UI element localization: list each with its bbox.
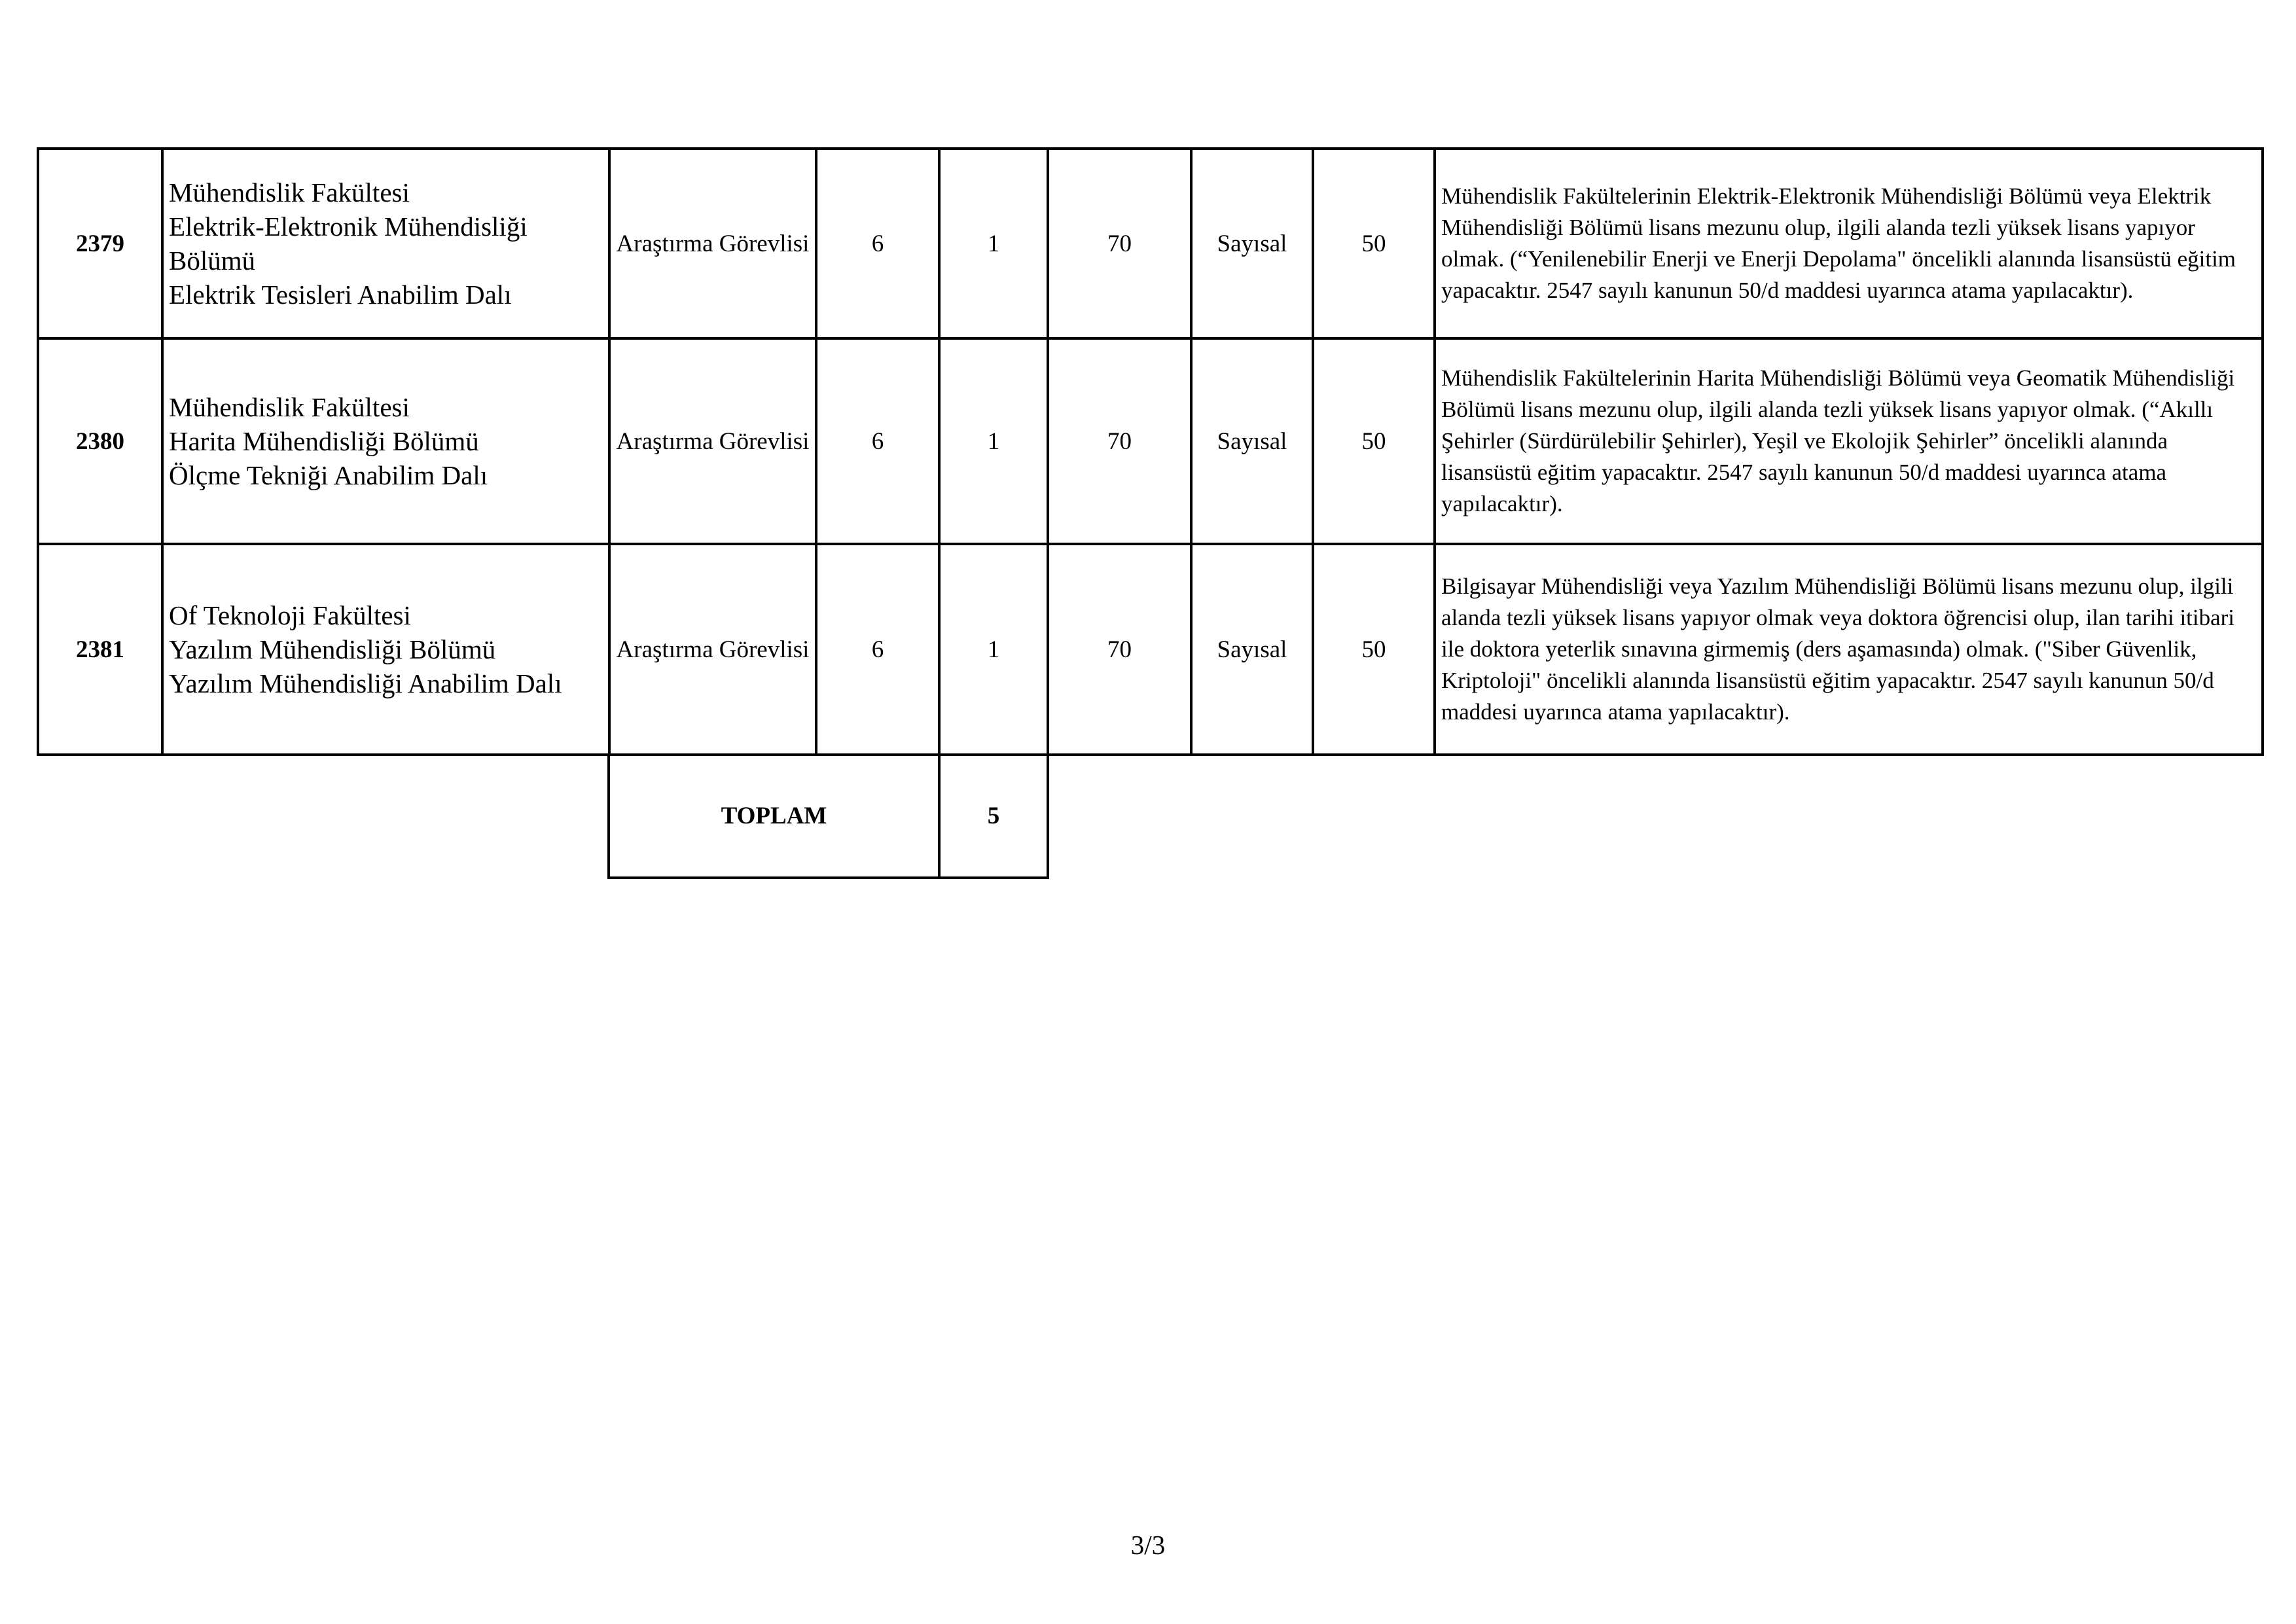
- value-cell: 6: [816, 338, 939, 544]
- department-name-cont: Bölümü: [169, 245, 256, 276]
- position-number: 2379: [38, 149, 162, 338]
- position-title: Araştırma Görevlisi: [609, 149, 816, 338]
- unit-cell: [162, 544, 609, 755]
- value-cell: 50: [1313, 544, 1435, 755]
- positions-table: [37, 147, 2264, 756]
- division-name: Ölçme Tekniği Anabilim Dalı: [169, 460, 488, 490]
- quota-cell: 1: [939, 149, 1048, 338]
- value-cell: 6: [816, 544, 939, 755]
- quota-cell: 1: [939, 338, 1048, 544]
- requirements-description: Mühendislik Fakültelerinin Elektrik-Elektronik Mühendisliği Bölümü veya Elektrik Mühendisliği Bölümü lisans mezunu olup, ilgili alanda tezli yüksek lisans yapıyor olmak. (“Yenilenebilir Enerji ve Enerji Depolama" öncelikli alanında lisansüstü eğitim yapacaktır. 2547 sayılı kanunun 50/d maddesi uyarınca atama yapılacaktır).: [1435, 149, 2263, 338]
- position-title: Araştırma Görevlisi: [609, 338, 816, 544]
- table-row: [38, 338, 2263, 544]
- page-number: 3/3: [1130, 1530, 1166, 1560]
- total-value: 5: [939, 755, 1048, 878]
- requirements-description: Mühendislik Fakültelerinin Harita Mühendisliği Bölümü veya Geomatik Mühendisliği Bölümü lisans mezunu olup, ilgili alanda tezli yüksek lisans yapıyor olmak. (“Akıllı Şehirler (Sürdürülebilir Şehirler), Yeşil ve Ekolojik Şehirler” öncelikli alanında lisansüstü eğitim yapacaktır. 2547 sayılı kanunun 50/d maddesi uyarınca atama yapılacaktır).: [1435, 338, 2263, 544]
- total-table: [607, 753, 1049, 879]
- table-row: [38, 149, 2263, 338]
- position-number: 2380: [38, 338, 162, 544]
- value-cell: 70: [1048, 544, 1191, 755]
- score-type-cell: Sayısal: [1191, 149, 1313, 338]
- score-type-cell: Sayısal: [1191, 338, 1313, 544]
- value-cell: 6: [816, 149, 939, 338]
- division-name: Elektrik Tesisleri Anabilim Dalı: [169, 280, 512, 310]
- requirements-description: Bilgisayar Mühendisliği veya Yazılım Mühendisliği Bölümü lisans mezunu olup, ilgili alanda tezli yüksek lisans yapıyor olmak veya doktora öğrencisi olup, ilan tarihi itibari ile doktora yeterlik sınavına girmemiş (ders aşamasında) olmak. ("Siber Güvenlik, Kriptoloji" öncelikli alanında lisansüstü eğitim yapacaktır. 2547 sayılı kanunun 50/d maddesi uyarınca atama yapılacaktır).: [1435, 544, 2263, 755]
- position-title: Araştırma Görevlisi: [609, 544, 816, 755]
- position-number: 2381: [38, 544, 162, 755]
- department-name: Elektrik-Elektronik Mühendisliği: [169, 211, 528, 242]
- unit-cell: [162, 149, 609, 338]
- division-name: Yazılım Mühendisliği Anabilim Dalı: [169, 668, 562, 698]
- total-row: [609, 755, 1048, 878]
- faculty-name: Mühendislik Fakültesi: [169, 177, 410, 208]
- faculty-name: Mühendislik Fakültesi: [169, 392, 410, 422]
- department-name: Yazılım Mühendisliği Bölümü: [169, 634, 496, 664]
- value-cell: 50: [1313, 149, 1435, 338]
- department-name: Harita Mühendisliği Bölümü: [169, 426, 479, 456]
- value-cell: 50: [1313, 338, 1435, 544]
- quota-cell: 1: [939, 544, 1048, 755]
- score-type-cell: Sayısal: [1191, 544, 1313, 755]
- value-cell: 70: [1048, 149, 1191, 338]
- table-row: [38, 544, 2263, 755]
- unit-cell: [162, 338, 609, 544]
- total-label: TOPLAM: [609, 755, 939, 878]
- faculty-name: Of Teknoloji Fakültesi: [169, 600, 411, 630]
- value-cell: 70: [1048, 338, 1191, 544]
